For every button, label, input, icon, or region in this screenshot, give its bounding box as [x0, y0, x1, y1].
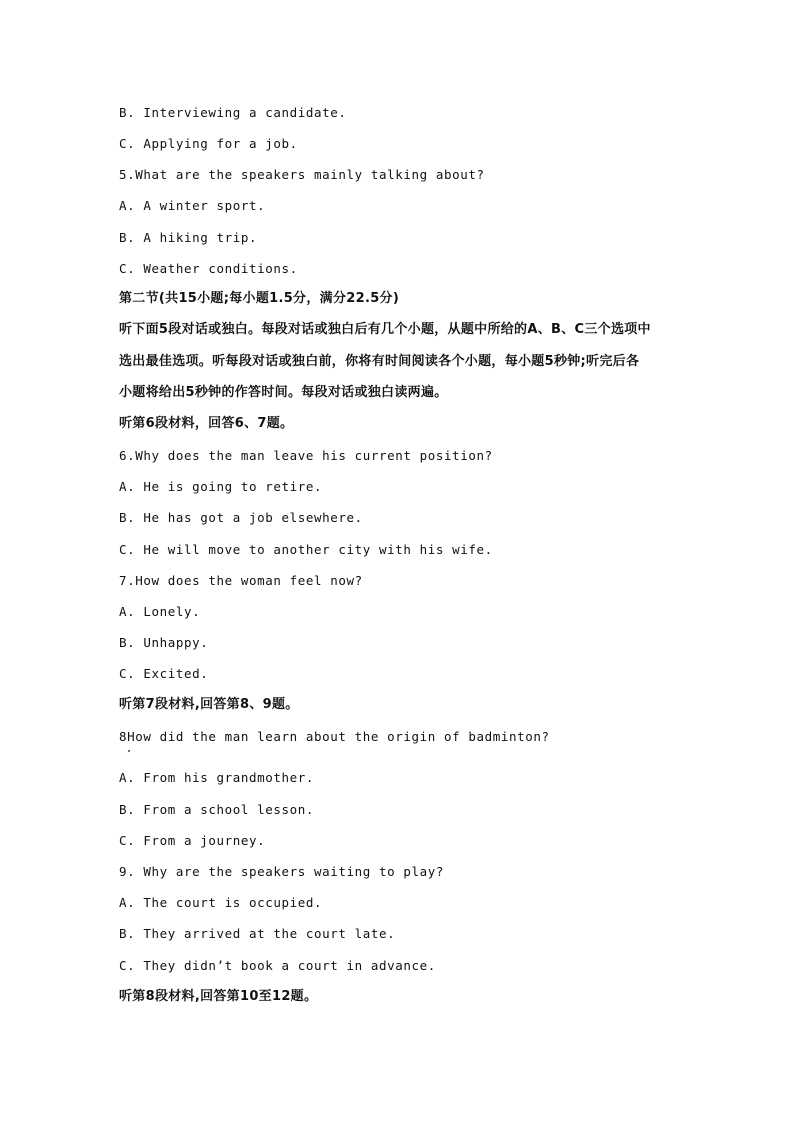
- instructions-line-1: 听下面5段对话或独白。每段对话或独白后有几个小题，从题中所给的A、B、C三个选项中: [119, 322, 651, 337]
- option-b-q9: B. They arrived at the court late.: [119, 926, 396, 941]
- section-heading: 第二节(共15小题;每小题1.5分，满分22.5分): [119, 291, 400, 306]
- option-b-q4: B. Interviewing a candidate.: [119, 105, 347, 120]
- option-b-q6: B. He has got a job elsewhere.: [119, 510, 363, 525]
- option-b-q5: B. A hiking trip.: [119, 230, 258, 245]
- material-6-heading: 听第6段材料，回答6、7题。: [119, 416, 294, 431]
- option-a-q5: A. A winter sport.: [119, 198, 266, 213]
- option-b-q7: B. Unhappy.: [119, 635, 209, 650]
- option-a-q8: A. From his grandmother.: [119, 770, 315, 785]
- material-7-heading: 听第7段材料,回答第8、9题。: [119, 697, 299, 712]
- question-8: 8How did the man learn about the origin of badminton?: [119, 729, 550, 744]
- stray-mark: [128, 750, 130, 752]
- option-c-q5: C. Weather conditions.: [119, 261, 298, 276]
- option-b-q8: B. From a school lesson.: [119, 802, 315, 817]
- question-7: 7.How does the woman feel now?: [119, 573, 363, 588]
- option-a-q7: A. Lonely.: [119, 604, 201, 619]
- instructions-line-2: 选出最佳选项。听每段对话或独白前，你将有时间阅读各个小题，每小题5秒钟;听完后各: [119, 354, 640, 369]
- question-9: 9. Why are the speakers waiting to play?: [119, 864, 445, 879]
- option-c-q8: C. From a journey.: [119, 833, 266, 848]
- option-c-q7: C. Excited.: [119, 666, 209, 681]
- option-a-q6: A. He is going to retire.: [119, 479, 323, 494]
- material-8-heading: 听第8段材料,回答第10至12题。: [119, 989, 318, 1004]
- option-c-q6: C. He will move to another city with his wife.: [119, 542, 493, 557]
- option-c-q9: C. They didn’t book a court in advance.: [119, 958, 436, 973]
- question-6: 6.Why does the man leave his current position?: [119, 448, 493, 463]
- question-5: 5.What are the speakers mainly talking about?: [119, 167, 485, 182]
- option-a-q9: A. The court is occupied.: [119, 895, 323, 910]
- instructions-line-3: 小题将给出5秒钟的作答时间。每段对话或独白读两遍。: [119, 385, 448, 400]
- option-c-q4: C. Applying for a job.: [119, 136, 298, 151]
